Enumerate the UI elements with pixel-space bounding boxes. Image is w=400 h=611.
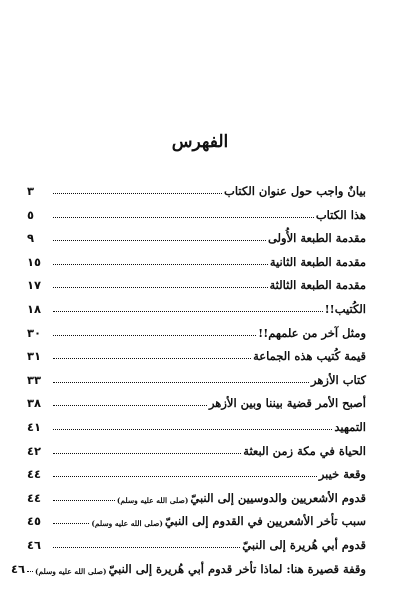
toc-page-number: ٩ [27,231,35,246]
toc-entry [27,176,366,198]
toc-page-number: ٤٦ [10,561,25,576]
toc-entry [27,388,366,410]
toc-entry-title: مقدمة الطبعة الثانية [269,254,366,269]
dot-leader [53,476,317,477]
toc-page-number: ٤٤ [27,490,42,505]
toc-page-number: ١٥ [27,254,42,269]
toc-entry-title: الحياة في مكة زمن البعثة [243,443,366,458]
toc-entry [27,412,366,434]
toc-entry [27,318,366,340]
toc-page-number: ٣٨ [27,396,42,411]
toc-entry-title: قدوم الأشعريين والدوسيين إلى النبيّ [190,490,366,505]
dot-leader [53,217,314,218]
toc-entry-honorific: (صلى الله عليه وسلم) [91,519,163,529]
dot-leader [53,311,323,312]
toc-entry [27,506,366,528]
dot-leader [53,500,115,501]
toc-entry-title: كتاب الأزهر [311,372,366,387]
toc-entry [27,436,366,458]
toc-entry-title: سبب تأخر الأشعريين في القدوم إلى النبيّ [164,514,366,529]
dot-leader [53,193,222,194]
toc-page-number: ٣٣ [27,372,42,387]
toc-entry-title: بيانٌ واجب حول عنوان الكتاب [224,184,366,198]
toc-entry-title: أصبح الأمر قضية بيننا وبين الأزهر [208,396,366,411]
toc-page-number: ٣٠ [27,325,42,340]
toc-entry [27,459,366,481]
toc-entry-title: قدوم أبي هُريرة إلى النبيّ [242,538,366,552]
toc-entry [27,294,366,316]
dot-leader [27,571,33,572]
dot-leader [53,264,268,265]
dot-leader [53,453,241,454]
dot-leader [53,240,266,241]
toc-entry [27,341,366,363]
toc-page-number: ١٧ [27,278,42,293]
toc-page-number: ٤٥ [27,514,42,529]
toc-entry [27,247,366,269]
toc-entry [27,223,366,245]
toc-page-number: ٣ [27,184,35,198]
dot-leader [53,547,240,548]
toc-entry-title: هذا الكتاب [315,207,366,222]
toc-entry [27,200,366,222]
toc-entry-title: وقعة خيبر [318,467,366,482]
toc-entry [27,530,366,552]
dot-leader [53,382,309,383]
toc-entry-title: الكُتيب!! [324,302,366,316]
dot-leader [53,405,207,406]
toc-entry [27,483,366,505]
toc-page-number: ٤٤ [27,467,42,482]
toc-entry-honorific: (صلى الله عليه وسلم) [116,495,189,505]
dot-leader [53,429,332,430]
toc-entry [10,554,366,576]
dot-leader [53,287,268,288]
toc-entry-title: ومثل آخر من علمهم!! [258,325,366,340]
dot-leader [53,523,89,524]
toc-page-number: ٤١ [27,420,42,434]
toc-entry-title: قيمة كُتيب هذه الجماعة [253,349,366,364]
toc-entry-title: مقدمة الطبعة الأُولى [267,231,366,246]
toc-entry-honorific: (صلى الله عليه وسلم) [34,566,107,576]
toc-page-number: ٣١ [27,349,42,364]
toc-entry-title: مقدمة الطبعة الثالثة [269,278,366,293]
dot-leader [53,358,251,359]
toc-page-number: ٤٢ [27,443,42,458]
page-title: الفهرس [171,132,229,152]
toc-page-number: ٤٦ [27,538,42,552]
toc-entry [27,365,366,387]
toc-entry-title: التمهيد [334,420,366,434]
dot-leader [53,335,256,336]
toc-entry [27,270,366,292]
toc-entry-title: وقفة قصيرة هنا: لماذا تأخر قدوم أبي هُريرة إلى النبيّ [108,561,366,576]
toc-page-number: ١٨ [27,302,42,316]
toc-page-number: ٥ [27,207,35,222]
